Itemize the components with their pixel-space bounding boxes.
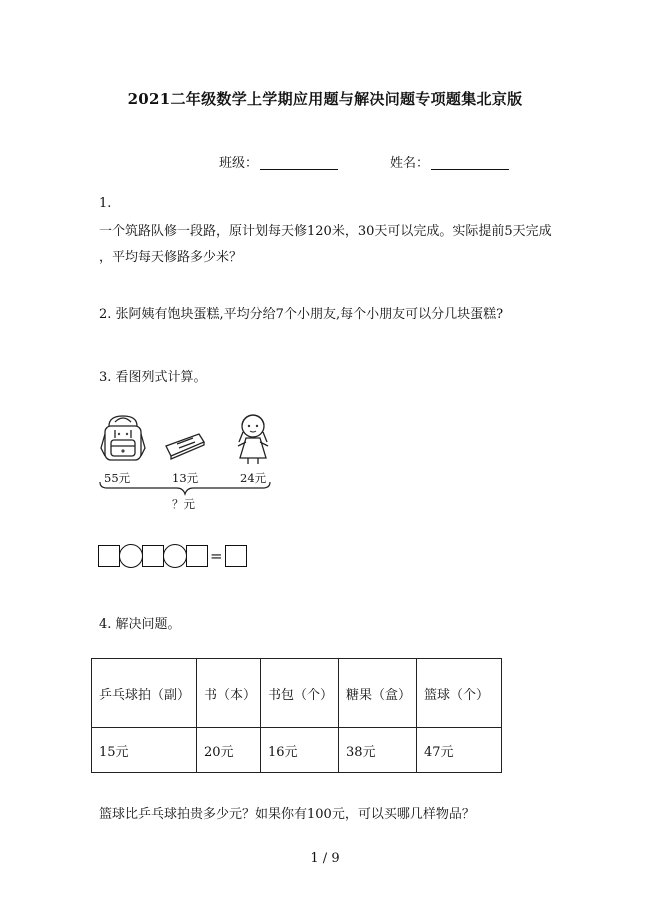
name-blank-line[interactable] bbox=[431, 155, 509, 170]
pencil-case-icon bbox=[163, 432, 207, 460]
class-label: 班级： bbox=[219, 156, 259, 171]
q1-line-1: 一个筑路队修一段路，原计划每天修120米，30天可以完成。实际提前5天完成 bbox=[99, 224, 552, 239]
answer-box-2[interactable] bbox=[142, 545, 164, 567]
q3-text: 3. 看图列式计算。 bbox=[99, 370, 207, 385]
q2-text: 2. 张阿姨有饱块蛋糕,平均分给7个小朋友,每个小朋友可以分几块蛋糕? bbox=[99, 307, 504, 322]
header-book: 书（本） bbox=[197, 659, 261, 728]
q1-number: 1. bbox=[99, 196, 112, 211]
page-number: 1 / 9 bbox=[310, 851, 340, 866]
price-pingpong-paddle: 15元 bbox=[92, 728, 197, 773]
class-field[interactable] bbox=[219, 152, 338, 171]
q1-line-2: ，平均每天修路多少米？ bbox=[99, 250, 243, 265]
header-candy: 糖果（盒） bbox=[339, 659, 417, 728]
total-brace bbox=[99, 480, 271, 496]
backpack-icon bbox=[99, 412, 147, 464]
name-field[interactable] bbox=[390, 152, 509, 171]
header-basketball: 篮球（个） bbox=[417, 659, 502, 728]
header-schoolbag: 书包（个） bbox=[261, 659, 339, 728]
total-price-label: ？元 bbox=[172, 497, 195, 511]
doll-price: 24元 bbox=[240, 471, 267, 485]
header-pingpong-paddle: 乒乓球拍（副） bbox=[92, 659, 197, 728]
answer-box-1[interactable] bbox=[98, 545, 120, 567]
price-table-value-row bbox=[92, 728, 502, 773]
page-title: 2021二年级数学上学期应用题与解决问题专项题集北京版 bbox=[127, 90, 523, 108]
equation-row bbox=[98, 544, 247, 568]
backpack-price: 55元 bbox=[104, 471, 131, 485]
class-blank-line[interactable] bbox=[260, 155, 338, 170]
answer-box-3[interactable] bbox=[186, 545, 208, 567]
operator-circle-2[interactable] bbox=[163, 544, 187, 568]
price-table bbox=[91, 658, 502, 773]
result-box[interactable] bbox=[225, 545, 247, 567]
price-schoolbag: 16元 bbox=[261, 728, 339, 773]
operator-circle-1[interactable] bbox=[119, 544, 143, 568]
price-basketball: 47元 bbox=[417, 728, 502, 773]
price-book: 20元 bbox=[197, 728, 261, 773]
price-candy: 38元 bbox=[339, 728, 417, 773]
doll-icon bbox=[234, 412, 272, 466]
q4-text: 4. 解决问题。 bbox=[99, 617, 181, 632]
price-table-header-row bbox=[92, 659, 502, 728]
equals-sign: = bbox=[210, 547, 223, 565]
q4-question: 篮球比乒乓球拍贵多少元？如果你有100元，可以买哪几样物品？ bbox=[99, 807, 475, 822]
pencil-case-price: 13元 bbox=[172, 471, 199, 485]
name-label: 姓名： bbox=[390, 156, 430, 171]
